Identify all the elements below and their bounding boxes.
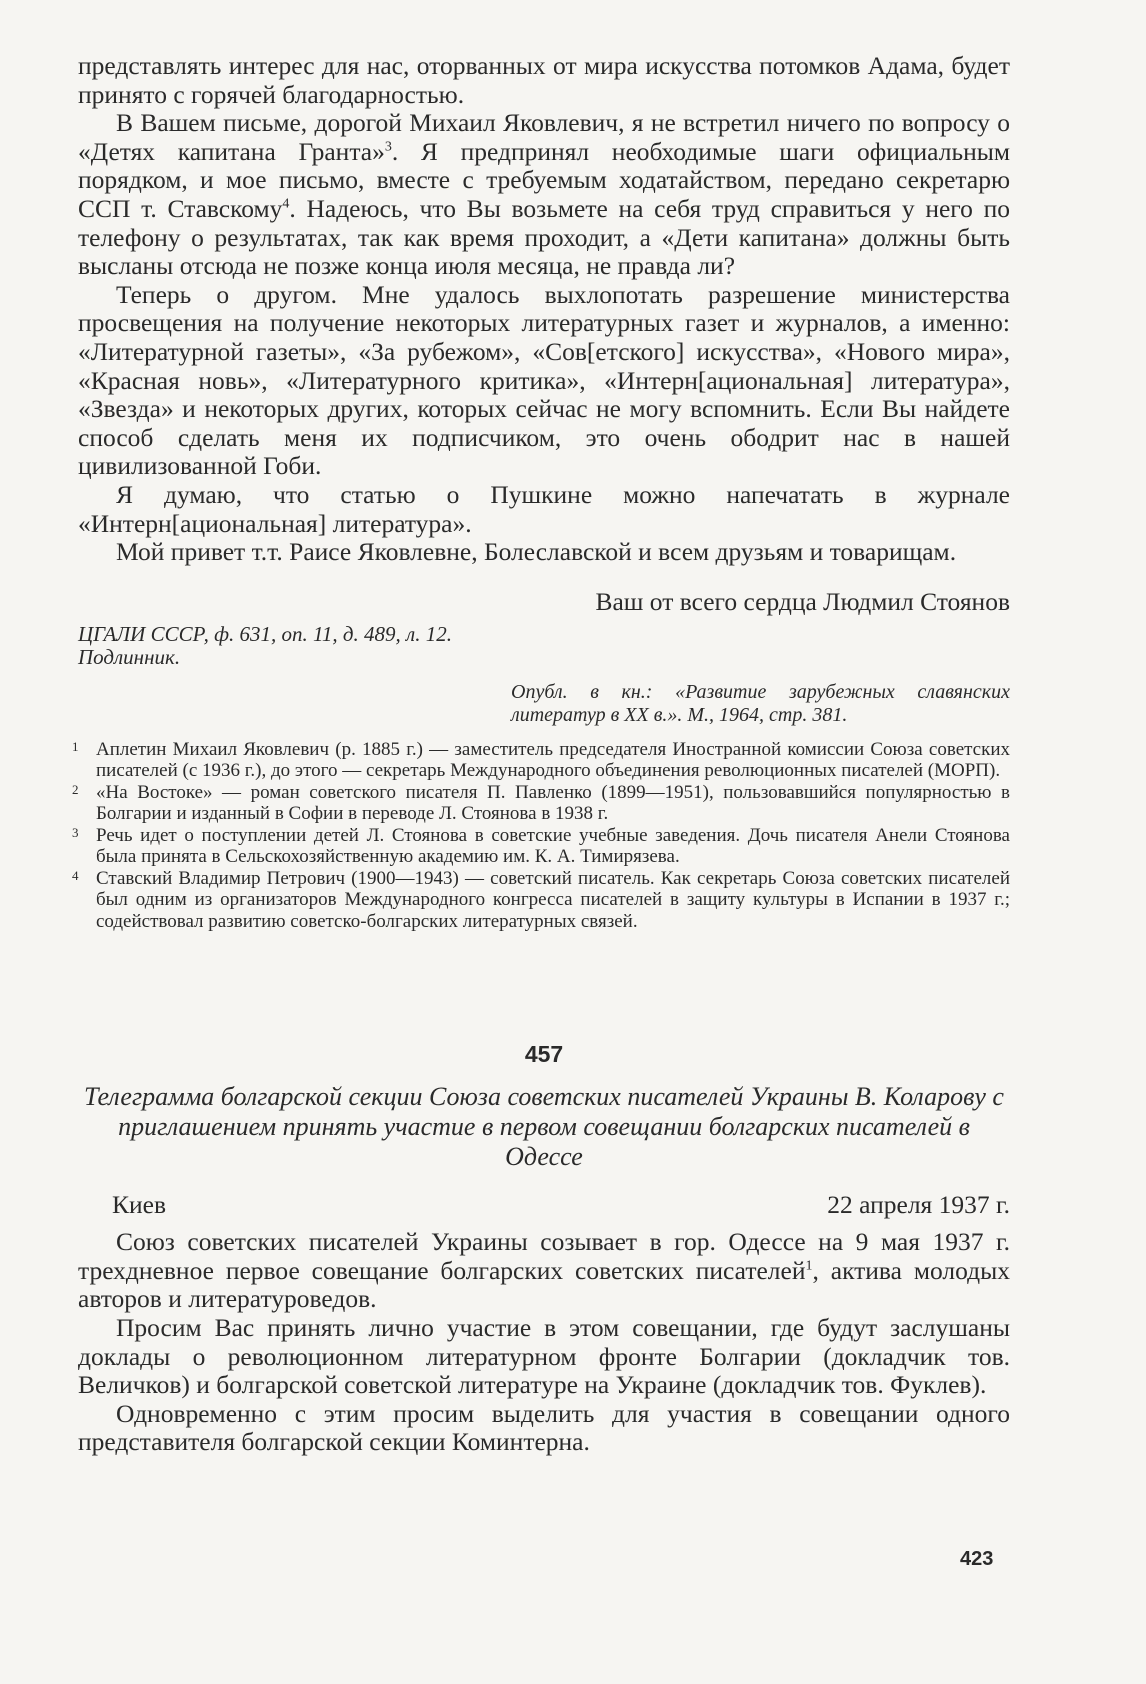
place-date-line [78,1190,1010,1220]
footnote-number: 3 [72,824,79,840]
letter-paragraph [78,109,1010,281]
document-date: 22 апреля 1937 г. [827,1190,1010,1220]
footnote-text: Ставский Владимир Петрович (1900—1943) — советский писатель. Как секретарь Союза советских писателей был одним из организаторов Международного конгресса писателей в защиту культуры в Испании в 1937 г.; содействовал развитию советско-болгарских литературных связей. [96,867,1010,932]
telegram-paragraph: Просим Вас принять лично участие в этом совещании, где будут заслушаны доклады о революционном литературном фронте Болгарии (докладчик тов. Величков) и болгарской советской литературе на Украине (докладчик тов. Фуклев). [78,1312,1010,1400]
telegram-paragraph-text: Союз советских писателей Украины созывает в гор. Одессе на 9 мая 1937 г. трехдневное первое совещание болгарских советских писателей [78,1227,1010,1285]
footnote [72,824,1010,868]
telegram-paragraph [78,1228,1010,1314]
archive-line: ЦГАЛИ СССР, ф. 631, оп. 11, д. 489, л. 12. [78,621,452,646]
footnote [72,738,1010,782]
archive-line: Подлинник. [78,644,181,669]
footnote-ref: 1 [805,1258,813,1274]
letter-paragraph: Теперь о другом. Мне удалось выхлопотать разрешение министерства просвещения на получение некоторых литературных газет и журналов, а именно: «Литературной газеты», «За рубежом», «Сов[етского] искусства», «Нового мира», «Красная новь», «Литературного критика», «Интерн[ациональная] литература», «Звезда» и некоторых других, которых сейчас не могу вспомнить. Если Вы найдете способ сделать меня их подписчиком, это очень ободрит нас в нашей цивилизованной Гоби. [78,279,1010,481]
footnote-number: 2 [72,781,79,797]
letter-paragraph-text: В Вашем письме, дорогой Михаил Яковлевич, я не встретил ничего по вопросу о «Детях капитана Гранта» [78,108,1010,166]
letter-body [78,52,1010,567]
letter-signature: Ваш от всего сердца Людмил Стоянов [595,586,1010,616]
letter-paragraph: представлять интерес для нас, оторванных от мира искусства потомков Адама, будет принято с горячей благодарностью. [78,51,1010,109]
footnote-number: 4 [72,867,79,883]
footnotes [72,738,1010,933]
publication-reference: Опубл. в кн.: «Развитие зарубежных славянских литератур в XX в.». М., 1964, стр. 381. [511,680,1010,726]
footnote-text: Речь идет о поступлении детей Л. Стоянова в советские учебные заведения. Дочь писателя Анели Стоянова была принята в Сельскохозяйственную академию им. К. А. Тимирязева. [96,824,1010,868]
document-title: Телеграмма болгарской секции Союза советских писателей Украины В. Коларову с приглашением принять участие в первом совещании болгарских писателей в Одессе [84,1082,1004,1172]
footnote-text: Аплетин Михаил Яковлевич (р. 1885 г.) — заместитель председателя Иностранной комиссии Союза советских писателей (с 1936 г.), до этого — секретарь Международного объединения революционных писателей (МОРП). [96,738,1010,782]
page-number: 423 [960,1548,994,1570]
letter-paragraph: Я думаю, что статью о Пушкине можно напечатать в журнале «Интерн[ациональная] литература». [78,479,1010,538]
document-number: 457 [524,1041,564,1068]
archive-reference [78,623,1010,669]
letter-paragraph-text: . Я предпринял необходимые шаги официальным порядком, и мое письмо, вместе с требуемым ходатайством, передано секретарю ССП т. Ставскому [78,136,1010,223]
page-content [72,51,1010,1457]
telegram-paragraph-text: , актива молодых авторов и литературоведов. [78,1255,1010,1314]
footnote-text: «На Востоке» — роман советского писателя П. Павленко (1899—1951), пользовавшийся популярностью в Болгарии и изданный в Софии в переводе Л. Стоянова в 1938 г. [96,781,1010,825]
telegram-paragraph: Одновременно с этим просим выделить для участия в совещании одного представителя болгарской секции Коминтерна. [78,1398,1010,1457]
letter-paragraph-text: . Надеюсь, что Вы возьмете на себя труд справиться у него по телефону о результатах, так как время проходит, а «Дети капитана» должны быть высланы отсюда не позже конца июля месяца, не правда ли? [78,193,1010,281]
footnote-ref: 3 [384,139,392,155]
footnote [72,867,1010,933]
footnote-number: 1 [72,738,79,754]
footnote-ref: 4 [282,196,290,212]
telegram-body [78,1228,1010,1457]
footnote [72,781,1010,825]
document-place: Киев [112,1190,167,1220]
letter-paragraph: Мой привет т.т. Раисе Яковлевне, Болеславской и всем друзьям и товарищам. [116,537,957,567]
